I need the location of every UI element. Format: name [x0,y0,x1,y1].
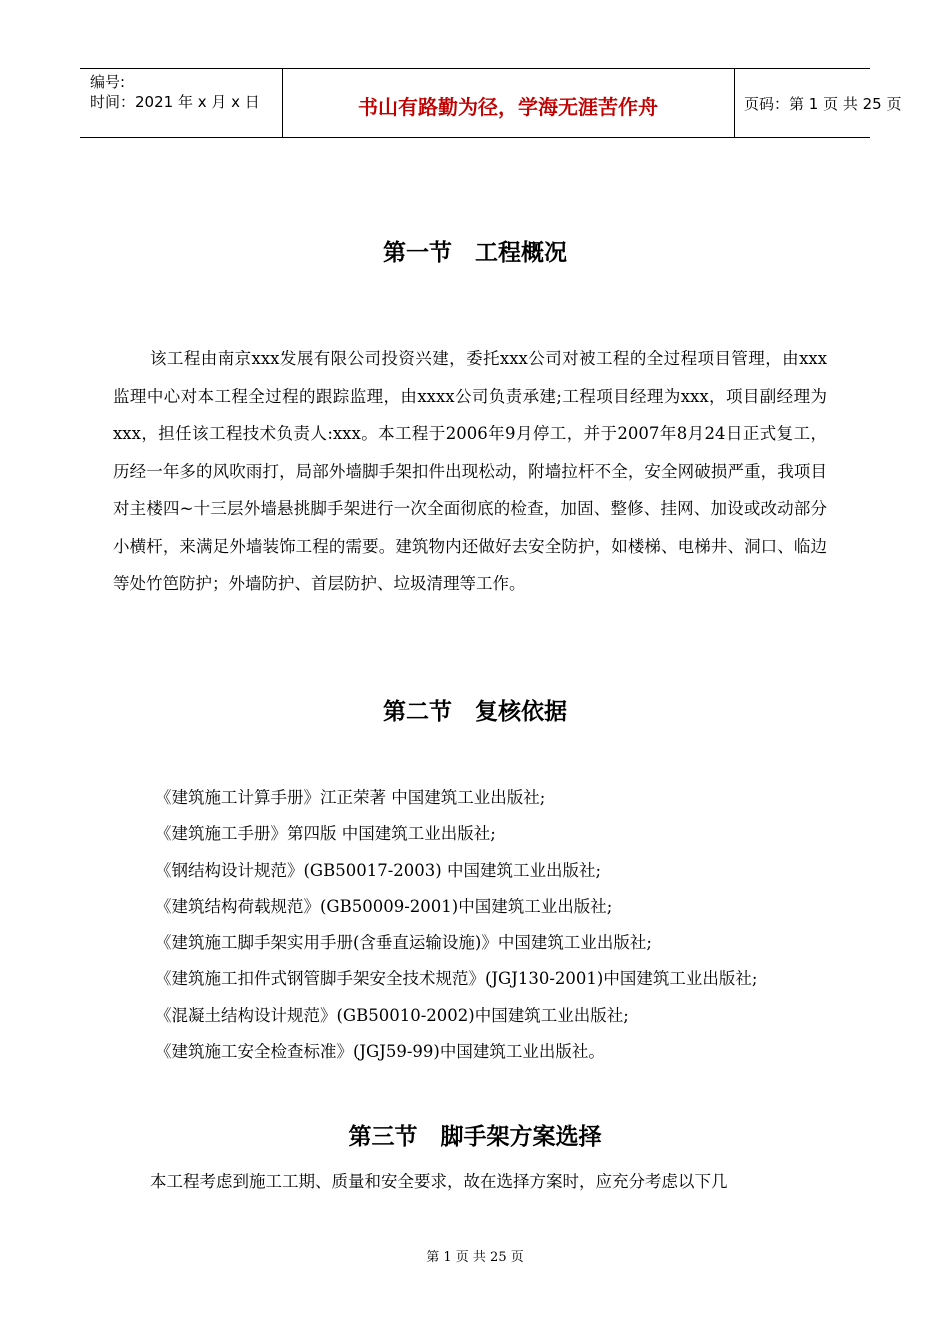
header-page-cell [734,69,902,137]
reference-item: 《建筑施工计算手册》江正荣著 中国建筑工业出版社; [155,788,546,807]
page-header [80,68,902,138]
reference-item: 《建筑施工脚手架实用手册(含垂直运输设施)》中国建筑工业出版社; [155,933,652,953]
header-page-info: 页码：第 1 页 共 25 页 [744,95,902,113]
reference-item: 《建筑施工安全检查标准》(JGJ59-99)中国建筑工业出版社。 [155,1042,605,1062]
section-1-paragraph: 该工程由南京xxx发展有限公司投资兴建，委托xxx公司对被工程的全过程项目管理，由xxx监理中心对本工程全过程的跟踪监理，由xxxx公司负责承建;工程项目经理为xxx，项目副经理为xxx，担任该工程技术负责人:xxx。本工程于2006年9月停工，并于2007年8月24日正式复工，历经一年多的风吹雨打，局部外墙脚手架扣件出现松动，附墙拉杆不全，安全网破损严重，我项目对主楼四~十三层外墙悬挑脚手架进行一次全面彻底的检查，加固、整修、挂网、加设或改动部分小横杆，来满足外墙装饰工程的需要。建筑物内还做好去安全防护，如楼梯、电梯井、洞口、临边等处竹笆防护；外墙防护、首层防护、垃圾清理等工作。 [113,349,827,593]
reference-item: 《混凝土结构设计规范》(GB50010-2002)中国建筑工业出版社; [155,1005,629,1025]
header-motto: 书山有路勤为径，学海无涯苦作舟 [358,95,658,119]
reference-item: 《建筑施工手册》第四版 中国建筑工业出版社; [155,824,496,844]
section-title-1: 第一节 工程概况 [383,240,567,266]
section-title-3: 第三节 脚手架方案选择 [348,1124,602,1150]
reference-item: 《建筑结构荷载规范》(GB50009-2001)中国建筑工业出版社; [155,896,613,916]
reference-item: 《钢结构设计规范》(GB50017-2003) 中国建筑工业出版社; [155,860,602,880]
section-3-paragraph: 本工程考虑到施工工期、质量和安全要求，故在选择方案时，应充分考虑以下几 [150,1172,728,1191]
document-number-label: 编号: [90,73,126,91]
reference-list [155,780,757,1070]
page-footer: 第 1 页 共 25 页 [426,1250,524,1265]
header-motto-cell [282,69,735,137]
reference-item: 《建筑施工扣件式钢管脚手架安全技术规范》(JGJ130-2001)中国建筑工业出版社; [155,969,758,989]
header-info-cell [80,69,283,137]
document-time: 时间：2021 年 x 月 x 日 [90,93,260,111]
section-title-2: 第二节 复核依据 [383,699,567,725]
